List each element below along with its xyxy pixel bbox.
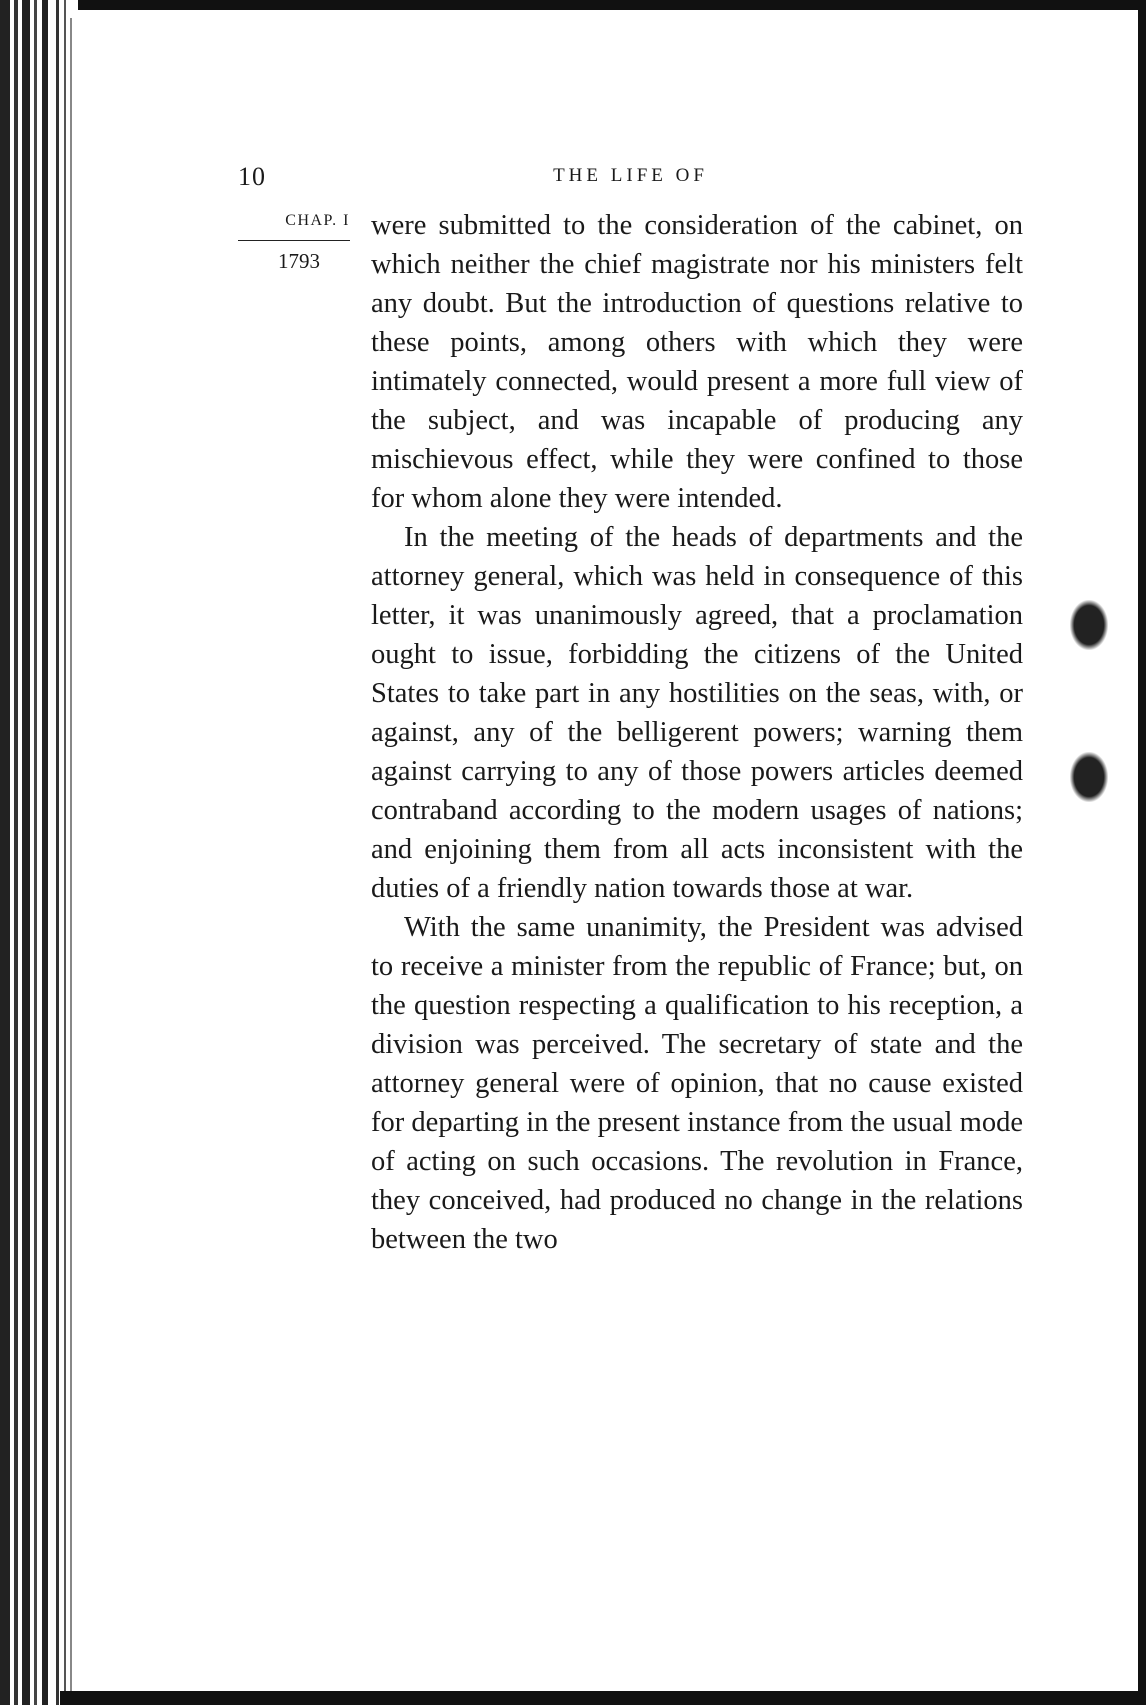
scan-border-right — [1138, 0, 1146, 1705]
body-text — [371, 206, 1023, 1259]
chapter-label: CHAP. I — [238, 212, 350, 241]
running-head — [238, 162, 1023, 198]
page-edge — [70, 18, 72, 1698]
margin-ink-mark — [1070, 752, 1108, 802]
paragraph: In the meeting of the heads of departments and the attorney general, which was held in consequence of this letter, it was unanimously agreed, that a proclamation ought to issue, forbidding the citizens of the United States to take part in any hostilities on the seas, with, or against, any of the belligerent powers; warning them against carrying to any of those powers articles deemed contraband according to the modern usages of nations; and enjoining them from all acts inconsistent with the duties of a friendly nation towards those at war. — [371, 522, 1023, 904]
paragraph-continued: were submitted to the consideration of the cabinet, on which neither the chief magistrate nor his ministers felt any doubt. But the introduction of questions relative to these points, among others with which they were intimately connected, would present a more full view of the subject, and was incapable of producing any mischievous effect, while they were confined to those for whom alone they were intended. — [371, 210, 1023, 514]
scan-border-bottom — [60, 1691, 1146, 1705]
page-number: 10 — [238, 162, 266, 191]
year-label: 1793 — [278, 249, 320, 273]
margin-ink-mark — [1070, 600, 1108, 650]
scan-border-top — [0, 0, 1146, 10]
running-title: THE LIFE OF — [553, 165, 708, 186]
paragraph: With the same unanimity, the President was advised to receive a minister from the republic of France; but, on the question respecting a qualification to his reception, a division was perceived. The secretary of state and the attorney general were of opinion, that no cause existed for departing in the present instance from the usual mode of acting on such occasions. The revolution in France, they conceived, had produced no change in the relations between the two — [371, 912, 1023, 1255]
margin-note — [238, 212, 350, 274]
scan-binding-left — [0, 0, 78, 1705]
